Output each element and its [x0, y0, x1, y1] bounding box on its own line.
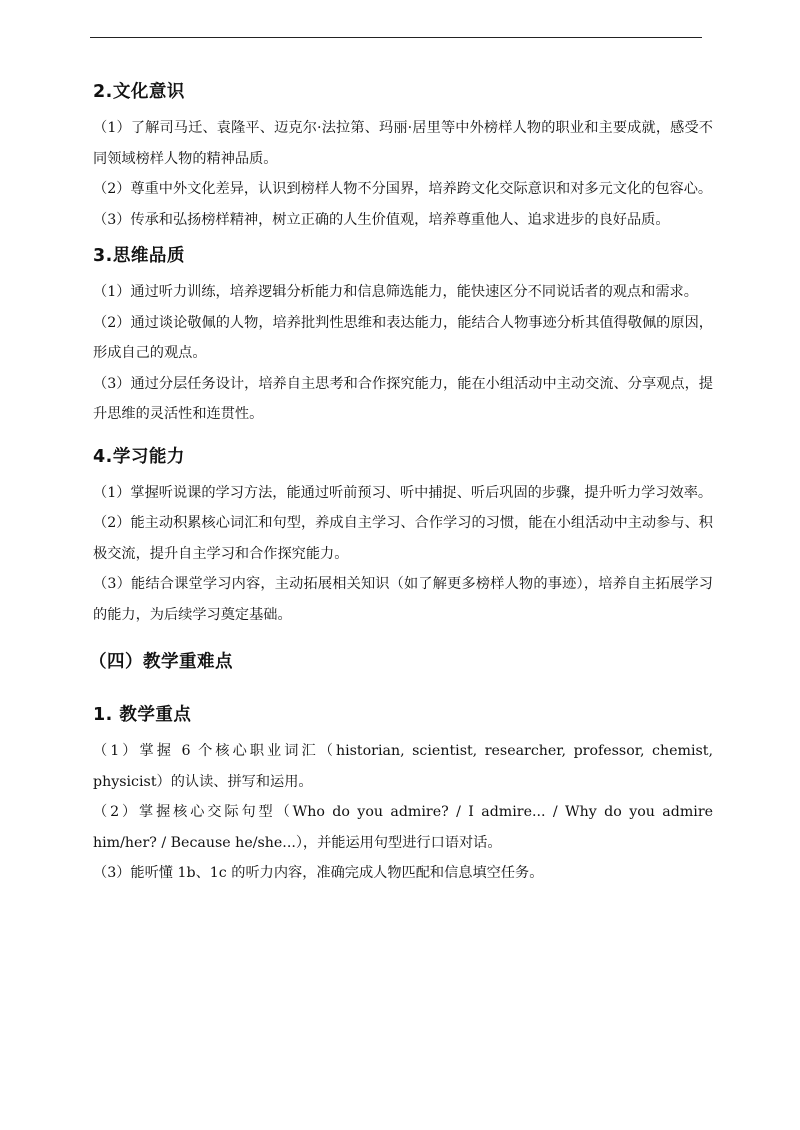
section-heading-thinking-quality: 3.思维品质 [93, 246, 185, 266]
section-heading-cultural-awareness: 2.文化意识 [93, 82, 185, 102]
paragraph-item: （2）能主动积累核心词汇和句型，养成自主学习、合作学习的习惯，能在小组活动中主动参与、积极交流，提升自主学习和合作探究能力。 [93, 515, 713, 562]
paragraph-item: （1）掌握听说课的学习方法，能通过听前预习、听中捕捉、听后巩固的步骤，提升听力学习效率。 [93, 484, 713, 501]
paragraph-item: （2）尊重中外文化差异，认识到榜样人物不分国界，培养跨文化交际意识和对多元文化的包容心。 [93, 181, 713, 197]
paragraph-item: （1）掌握 6 个核心职业词汇（historian, scientist, researcher, professor, chemist, physicist）的认读、拼写和运用。 [93, 743, 713, 790]
document-body [89, 78, 713, 889]
paragraph-item: （1）通过听力训练，培养逻辑分析能力和信息筛选能力，能快速区分不同说话者的观点和需求。 [93, 284, 698, 300]
paragraph-item: （3）能听懂 1b、1c 的听力内容，准确完成人物匹配和信息填空任务。 [93, 865, 544, 881]
section-heading-key-difficult-points: （四）教学重难点 [89, 652, 233, 672]
section-heading-learning-ability: 4.学习能力 [93, 446, 185, 467]
paragraph-item: （2）通过谈论敬佩的人物，培养批判性思维和表达能力，能结合人物事迹分析其值得敬佩的原因，形成自己的观点。 [93, 314, 713, 361]
paragraph-item: （3）能结合课堂学习内容，主动拓展相关知识（如了解更多榜样人物的事迹），培养自主拓展学习的能力，为后续学习奠定基础。 [93, 576, 713, 623]
paragraph-item: （3）传承和弘扬榜样精神，树立正确的人生价值观，培养尊重他人、追求进步的良好品质。 [93, 211, 670, 228]
header-rule [90, 37, 702, 38]
paragraph-item: （1）了解司马迁、袁隆平、迈克尔·法拉第、玛丽·居里等中外榜样人物的职业和主要成就，感受不同领域榜样人物的精神品质。 [93, 120, 713, 167]
section-heading-teaching-focus: 1. 教学重点 [93, 705, 192, 725]
paragraph-item: （2）掌握核心交际句型（Who do you admire? / I admire... / Why do you admire him/her? / Because he/she...），并能运用句型进行口语对话。 [93, 804, 713, 851]
paragraph-item: （3）通过分层任务设计，培养自主思考和合作探究能力，能在小组活动中主动交流、分享观点，提升思维的灵活性和连贯性。 [93, 375, 713, 422]
